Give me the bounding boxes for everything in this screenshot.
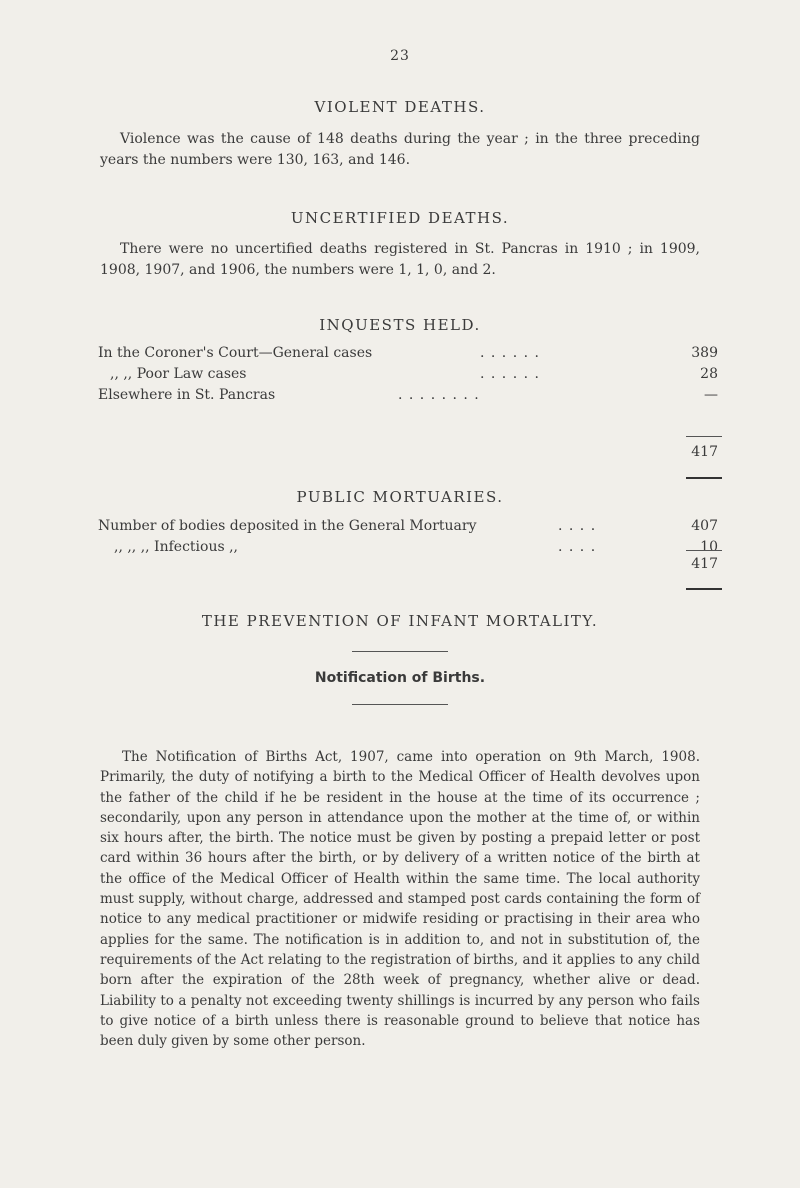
mortuary-row-label: ,, ,, ,, Infectious ,, — [114, 539, 238, 555]
mortuaries-heading: PUBLIC MORTUARIES. — [296, 488, 504, 506]
divider — [352, 704, 448, 705]
notification-subheading: Notification of Births. — [314, 670, 486, 686]
inquest-row-value: 389 — [691, 345, 718, 361]
divider — [352, 651, 448, 652]
inquest-row — [98, 366, 718, 386]
mortuary-row-label: Number of bodies deposited in the General Mortuary — [98, 518, 477, 534]
inquest-row-value: — — [704, 387, 718, 403]
inquest-row — [98, 387, 718, 407]
infant-mortality-heading: THE PREVENTION OF INFANT MORTALITY. — [201, 612, 599, 630]
inquests-heading: INQUESTS HELD. — [319, 316, 481, 334]
notification-text: The Notification of Births Act, 1907, came into operation on 9th March, 1908. Primarily, the duty of notifying a birth to the Medical Officer of Health devolves upon the father of the child if he be resident in the house at the time of its occurrence ; secondarily, upon any person in attendance upon the mother at the time of, or within six hours after, the birth. The notice must be given by posting a prepaid letter or post card within 36 hours after the birth, or by delivery of a written notice of the birth at the office of the Medical Officer of Health within the same time. The local authority must supply, without charge, addressed and stamped post cards containing the form of notice to any medical practitioner or midwife residing or practising in their area who applies for the same. The notification is in addition to, and not in substitution of, the requirements of the Act relating to the registration of births, and it applies to any child born after the expiration of the 28th week of pregnancy, whether alive or dead. Liability to a penalty not exceeding twenty shillings is incurred by any person who fails to give notice of a birth unless there is reasonable ground to believe that notice has been duly given by some other person. — [100, 749, 700, 1050]
inquest-total: 417 — [691, 444, 718, 460]
uncertified-deaths-text: There were no uncertified deaths registered in St. Pancras in 1910 ; in 1909, 1908, 1907, and 1906, the numbers were 1, 1, 0, and 2. — [100, 241, 700, 278]
sum-rule — [686, 550, 722, 551]
inquest-row-value: 28 — [700, 366, 718, 382]
inquest-row-label: Elsewhere in St. Pancras — [98, 387, 276, 403]
mortuary-total-row — [98, 556, 718, 576]
inquest-total-row — [98, 444, 718, 464]
inquest-row — [98, 345, 718, 365]
page-number: 23 — [390, 48, 410, 64]
violent-deaths-heading: VIOLENT DEATHS. — [314, 98, 486, 116]
mortuary-total: 417 — [691, 556, 718, 572]
mortuary-row — [98, 518, 718, 538]
sum-rule — [686, 436, 722, 437]
violent-deaths-text: Violence was the cause of 148 deaths during the year ; in the three preceding years the numbers were 130, 163, and 146. — [100, 131, 700, 168]
leader-dots: . . . . . . — [480, 366, 540, 382]
total-rule — [686, 588, 722, 590]
leader-dots: . . . . — [558, 518, 597, 534]
total-rule — [686, 477, 722, 479]
leader-dots: . . . . . . . . — [398, 387, 480, 403]
mortuary-row-value: 407 — [691, 518, 718, 534]
leader-dots: . . . . — [558, 539, 597, 555]
uncertified-deaths-heading: UNCERTIFIED DEATHS. — [290, 209, 510, 227]
inquest-row-label: ,, ,, Poor Law cases — [110, 366, 247, 382]
leader-dots: . . . . . . — [480, 345, 540, 361]
inquest-row-label: In the Coroner's Court—General cases — [98, 345, 373, 361]
mortuary-row-value: 10 — [700, 539, 718, 555]
